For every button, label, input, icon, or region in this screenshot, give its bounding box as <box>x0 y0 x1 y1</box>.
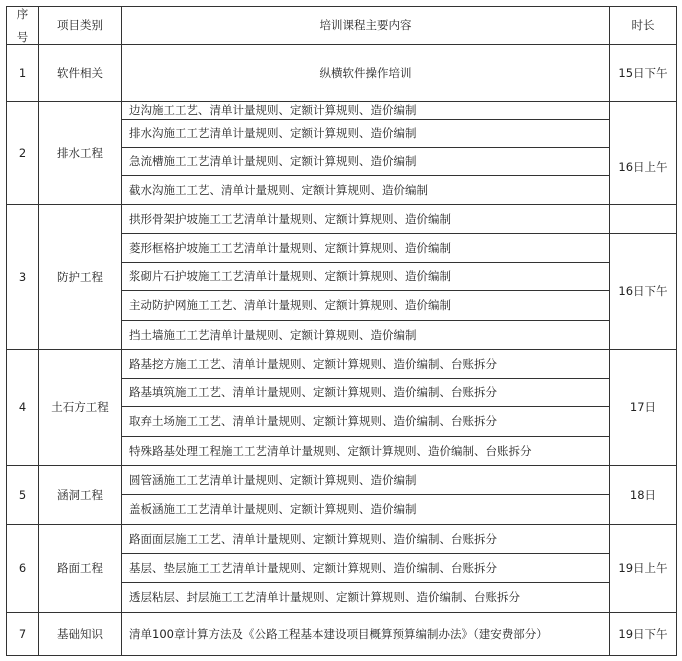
row-duration: 19日下午 <box>618 626 668 641</box>
row-duration: 19日上午 <box>618 561 668 575</box>
content-item: 路基挖方施工工艺、清单计量规则、定额计算规则、造价编制、台账拆分 <box>129 356 497 371</box>
content-item: 浆砌片石护坡施工工艺清单计量规则、定额计算规则、造价编制 <box>129 269 451 283</box>
content-item: 截水沟施工工艺、清单计量规则、定额计算规则、造价编制 <box>129 182 428 197</box>
header-category: 项目类别 <box>57 18 103 32</box>
content-item: 菱形框格护坡施工工艺清单计量规则、定额计算规则、造价编制 <box>129 240 451 255</box>
content-item: 主动防护网施工工艺、清单计量规则、定额计算规则、造价编制 <box>129 298 451 312</box>
row-seq: 6 <box>18 561 27 575</box>
header-content: 培训课程主要内容 <box>319 18 412 32</box>
content-item: 透层粘层、封层施工工艺清单计量规则、定额计算规则、造价编制、台账拆分 <box>129 590 520 604</box>
content-item: 路面面层施工工艺、清单计量规则、定额计算规则、造价编制、台账拆分 <box>129 531 497 546</box>
row-duration: 16日下午 <box>618 284 668 298</box>
table-rule-horizontal <box>6 655 677 656</box>
row-category: 排水工程 <box>57 145 103 160</box>
row-duration: 17日 <box>629 400 657 414</box>
row-duration: 16日上午 <box>618 160 668 174</box>
row-seq: 4 <box>18 400 27 414</box>
content-item: 急流槽施工工艺清单计量规则、定额计算规则、造价编制 <box>129 154 417 168</box>
content-item: 挡土墙施工工艺清单计量规则、定额计算规则、造价编制 <box>129 327 417 342</box>
content-item: 盖板涵施工工艺清单计量规则、定额计算规则、造价编制 <box>129 502 417 516</box>
row-seq: 3 <box>18 269 27 284</box>
row-seq: 1 <box>18 65 27 80</box>
row-category: 防护工程 <box>57 269 103 284</box>
row-category: 土石方工程 <box>51 400 109 414</box>
content-item: 圆管涵施工工艺清单计量规则、定额计算规则、造价编制 <box>129 472 417 487</box>
content-item: 拱形骨架护坡施工工艺清单计量规则、定额计算规则、造价编制 <box>129 211 451 226</box>
content-item: 取弃土场施工工艺、清单计量规则、定额计算规则、造价编制、台账拆分 <box>129 414 497 428</box>
row-category: 软件相关 <box>57 65 103 80</box>
content-item: 路基填筑施工工艺、清单计量规则、定额计算规则、造价编制、台账拆分 <box>129 385 497 399</box>
row-seq: 5 <box>18 487 27 502</box>
content-item: 基层、垫层施工工艺清单计量规则、定额计算规则、造价编制、台账拆分 <box>129 560 497 575</box>
content-item: 纵横软件操作培训 <box>319 65 412 80</box>
content-item: 清单100章计算方法及《公路工程基本建设项目概算预算编制办法》（建安费部分） <box>129 626 548 641</box>
row-seq: 2 <box>18 145 27 160</box>
row-seq: 7 <box>18 626 27 641</box>
row-category: 涵洞工程 <box>57 487 103 502</box>
header-seq: 序号 <box>16 6 29 44</box>
content-item: 特殊路基处理工程施工工艺清单计量规则、定额计算规则、造价编制、台账拆分 <box>129 443 532 458</box>
table-rule-vertical <box>676 6 677 656</box>
content-item: 排水沟施工工艺清单计量规则、定额计算规则、造价编制 <box>129 126 417 140</box>
header-duration: 时长 <box>631 18 655 32</box>
row-duration: 15日下午 <box>618 65 668 80</box>
content-item: 边沟施工工艺、清单计量规则、定额计算规则、造价编制 <box>129 103 417 117</box>
row-category: 基础知识 <box>57 626 103 641</box>
row-category: 路面工程 <box>57 561 103 575</box>
row-duration: 18日 <box>629 487 657 502</box>
